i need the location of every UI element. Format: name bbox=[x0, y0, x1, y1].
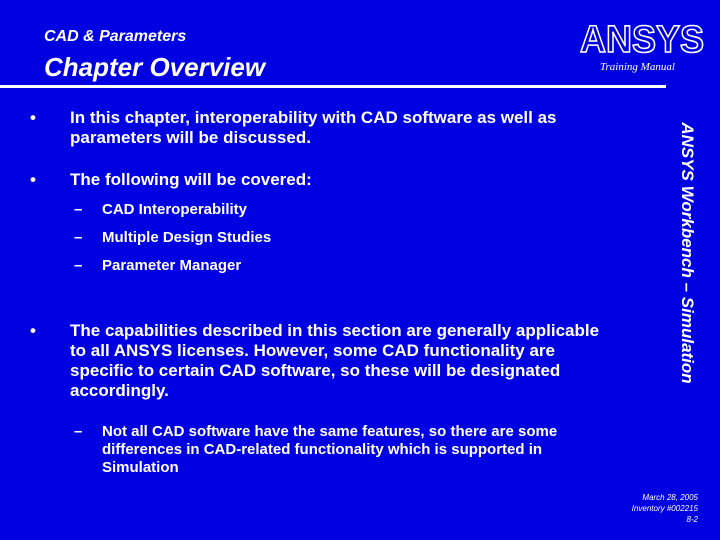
sub-bullet-mark: – bbox=[74, 423, 83, 440]
sub-bullet-text: Multiple Design Studies bbox=[102, 229, 272, 246]
bullet-text: In this chapter, interoperability with CAD software as well as parameters will be discussed. bbox=[70, 108, 557, 147]
bullet-mark: • bbox=[30, 108, 36, 127]
bullet-mark: • bbox=[30, 321, 36, 340]
ansys-logo bbox=[578, 18, 708, 58]
slide-footer bbox=[632, 492, 698, 525]
sub-bullet-text: Parameter Manager bbox=[102, 257, 242, 274]
bullet-text: The following will be covered: bbox=[70, 170, 312, 189]
bullet-item bbox=[30, 108, 650, 148]
bullet-item bbox=[30, 321, 610, 401]
training-manual-label: Training Manual bbox=[600, 61, 675, 73]
header-divider bbox=[0, 85, 666, 88]
bullet-item bbox=[30, 170, 650, 190]
sub-bullet-text: CAD Interoperability bbox=[102, 201, 248, 218]
page-title: Chapter Overview bbox=[44, 52, 266, 82]
chapter-subtitle: CAD & Parameters bbox=[44, 28, 187, 45]
sub-bullet-mark: – bbox=[74, 229, 83, 246]
footer-inventory: Inventory #002215 bbox=[631, 504, 698, 513]
bullet-mark: • bbox=[30, 170, 36, 189]
bullet-text: The capabilities described in this section are generally applicable to all ANSYS licenses. However, some CAD functionality are specific to certain CAD software, so these will be designated accordingly. bbox=[70, 321, 600, 400]
sidebar-banner bbox=[674, 88, 700, 418]
footer-date: March 28, 2005 bbox=[642, 493, 698, 502]
sub-bullet-item bbox=[74, 423, 604, 477]
sub-bullet-item bbox=[74, 229, 634, 247]
footer-page-number: 8-2 bbox=[686, 515, 698, 524]
sub-bullet-mark: – bbox=[74, 257, 83, 274]
sub-bullet-item bbox=[74, 257, 634, 275]
sub-bullet-item bbox=[74, 201, 634, 219]
logo-text: ANSYS bbox=[580, 19, 704, 58]
sub-bullet-text: Not all CAD software have the same features, so there are some differences in CAD-related functionality which is supported in Simulation bbox=[102, 423, 558, 476]
sub-bullet-mark: – bbox=[74, 201, 83, 218]
sidebar-product-label: ANSYS Workbench – Simulation bbox=[678, 122, 697, 384]
